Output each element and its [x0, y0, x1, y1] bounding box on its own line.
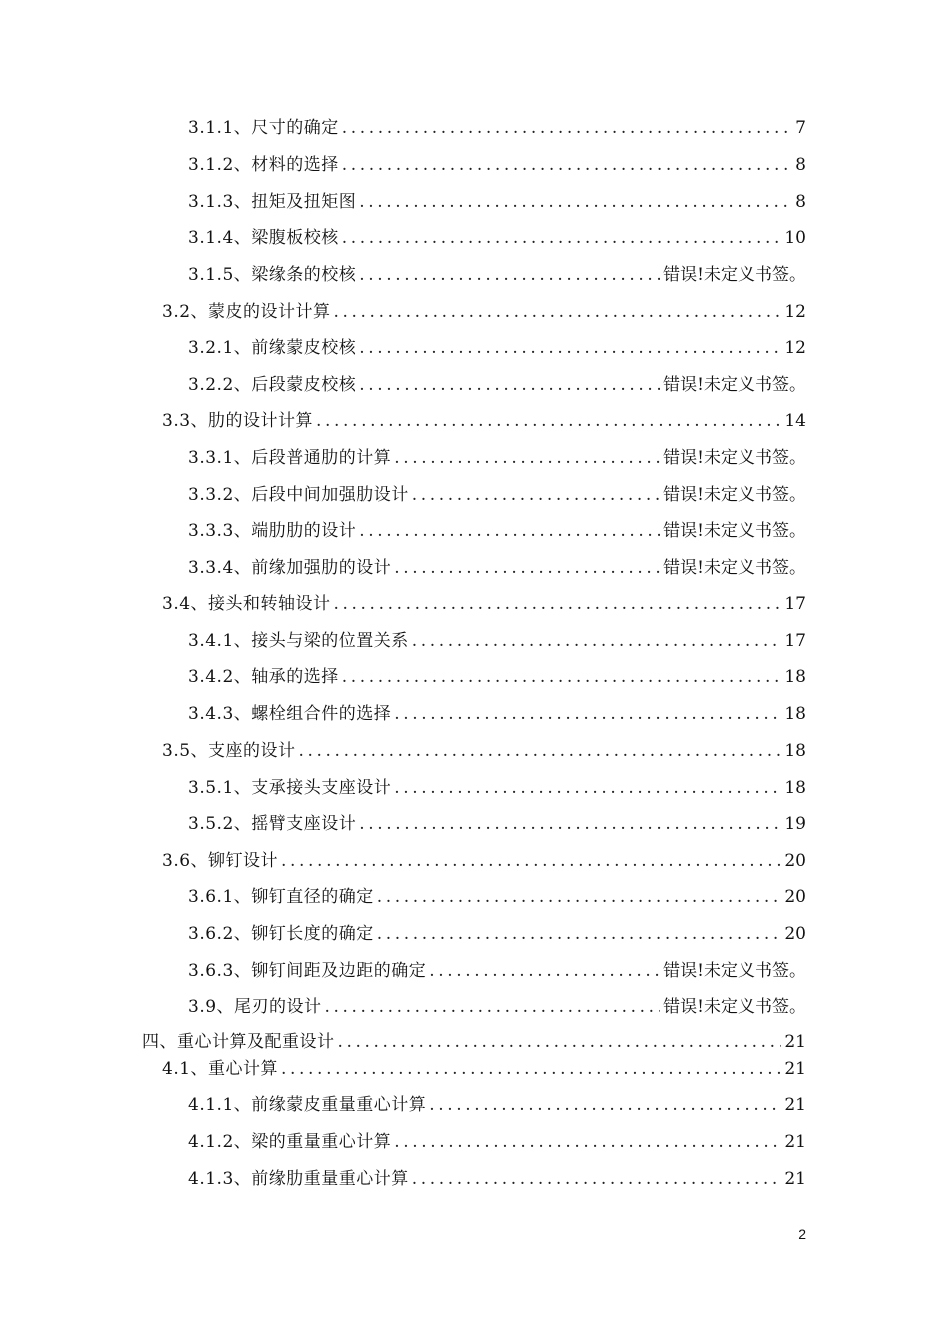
toc-entry-page: 17 — [784, 631, 806, 651]
toc-entry-title: 3.2.2、后段蒙皮校核 — [188, 375, 357, 395]
toc-dot-leader — [342, 663, 782, 691]
toc-dot-leader — [359, 334, 781, 362]
toc-dot-leader — [316, 407, 781, 435]
toc-dot-leader — [359, 810, 781, 838]
toc-entry-page: 12 — [784, 302, 806, 322]
toc-dot-leader — [429, 1091, 781, 1119]
toc-entry[interactable] — [162, 298, 806, 326]
toc-entry[interactable] — [188, 700, 806, 728]
toc-dot-leader — [377, 883, 782, 911]
toc-dot-leader — [412, 481, 660, 509]
toc-dot-leader — [394, 444, 660, 472]
toc-entry-page: 7 — [795, 118, 806, 138]
toc-dot-leader — [334, 590, 782, 618]
toc-entry-title: 3.6.1、铆钉直径的确定 — [188, 887, 374, 907]
toc-entry-page: 18 — [784, 741, 806, 761]
toc-entry-page: 18 — [784, 778, 806, 798]
toc-entry-page: 21 — [784, 1169, 806, 1189]
toc-entry-title: 3.6.2、铆钉长度的确定 — [188, 924, 374, 944]
toc-entry[interactable] — [188, 261, 806, 289]
toc-entry-page: 10 — [784, 228, 806, 248]
toc-entry-page: 错误!未定义书签。 — [663, 997, 806, 1017]
toc-dot-leader — [412, 1165, 782, 1193]
toc-entry[interactable] — [188, 334, 806, 362]
toc-entry-title: 3.5.2、摇臂支座设计 — [188, 814, 357, 834]
toc-entry-title: 3.1.4、梁腹板校核 — [188, 228, 339, 248]
toc-entry-title: 3.1.5、梁缘条的校核 — [188, 265, 357, 285]
toc-dot-leader — [342, 114, 792, 142]
toc-entry[interactable] — [188, 774, 806, 802]
toc-entry-title: 3.2、蒙皮的设计计算 — [162, 302, 331, 322]
toc-dot-leader — [338, 1028, 782, 1056]
toc-entry[interactable] — [188, 627, 806, 655]
toc-entry[interactable] — [188, 920, 806, 948]
toc-entry-title: 4.1、重心计算 — [162, 1059, 279, 1079]
toc-entry-page: 20 — [784, 924, 806, 944]
toc-entry[interactable] — [188, 1165, 806, 1193]
toc-dot-leader — [281, 1055, 781, 1083]
toc-dot-leader — [281, 847, 781, 875]
toc-dot-leader — [394, 700, 781, 728]
toc-entry-title: 3.1.2、材料的选择 — [188, 155, 339, 175]
toc-entry-page: 18 — [784, 704, 806, 724]
toc-entry-page: 19 — [784, 814, 806, 834]
toc-entry[interactable] — [188, 663, 806, 691]
toc-entry[interactable] — [142, 1028, 806, 1056]
toc-entry[interactable] — [188, 224, 806, 252]
toc-entry-page: 错误!未定义书签。 — [663, 265, 806, 285]
toc-entry-page: 错误!未定义书签。 — [663, 558, 806, 578]
toc-entry[interactable] — [188, 957, 806, 985]
toc-entry[interactable] — [188, 554, 806, 582]
toc-dot-leader — [359, 371, 660, 399]
toc-entry-title: 4.1.2、梁的重量重心计算 — [188, 1132, 392, 1152]
toc-entry-title: 3.9、尾刃的设计 — [188, 997, 322, 1017]
toc-entry-page: 8 — [795, 155, 806, 175]
page-number: 2 — [798, 1226, 806, 1242]
toc-entry[interactable] — [188, 1091, 806, 1119]
toc-entry-title: 3.4.3、螺栓组合件的选择 — [188, 704, 392, 724]
toc-dot-leader — [359, 517, 660, 545]
toc-entry-title: 4.1.1、前缘蒙皮重量重心计算 — [188, 1095, 427, 1115]
toc-entry-page: 20 — [784, 887, 806, 907]
toc-entry-page: 错误!未定义书签。 — [663, 521, 806, 541]
toc-dot-leader — [377, 920, 782, 948]
toc-dot-leader — [342, 151, 792, 179]
toc-dot-leader — [299, 737, 782, 765]
toc-entry-title: 3.1.3、扭矩及扭矩图 — [188, 192, 357, 212]
toc-entry[interactable] — [188, 444, 806, 472]
toc-entry-title: 4.1.3、前缘肋重量重心计算 — [188, 1169, 409, 1189]
toc-entry-title: 3.6.3、铆钉间距及边距的确定 — [188, 961, 427, 981]
toc-entry-title: 3.3.1、后段普通肋的计算 — [188, 448, 392, 468]
toc-entry-page: 18 — [784, 667, 806, 687]
toc-entry[interactable] — [188, 188, 806, 216]
toc-entry[interactable] — [162, 590, 806, 618]
toc-dot-leader — [359, 188, 792, 216]
toc-entry-title: 3.6、铆钉设计 — [162, 851, 279, 871]
toc-entry-title: 3.3.2、后段中间加强肋设计 — [188, 485, 409, 505]
toc-entry-title: 3.3.4、前缘加强肋的设计 — [188, 558, 392, 578]
toc-entry-title: 四、重心计算及配重设计 — [142, 1032, 335, 1052]
toc-dot-leader — [394, 1128, 781, 1156]
toc-entry[interactable] — [188, 371, 806, 399]
toc-entry[interactable] — [188, 151, 806, 179]
toc-entry-page: 21 — [784, 1095, 806, 1115]
toc-entry-page: 错误!未定义书签。 — [663, 375, 806, 395]
toc-dot-leader — [342, 224, 782, 252]
toc-entry[interactable] — [188, 481, 806, 509]
toc-entry[interactable] — [162, 407, 806, 435]
toc-entry[interactable] — [162, 737, 806, 765]
toc-entry[interactable] — [188, 810, 806, 838]
toc-entry-page: 14 — [784, 411, 806, 431]
toc-dot-leader — [325, 993, 661, 1021]
toc-entry[interactable] — [188, 1128, 806, 1156]
toc-entry-page: 21 — [784, 1132, 806, 1152]
toc-entry-page: 17 — [784, 594, 806, 614]
toc-entry[interactable] — [188, 993, 806, 1021]
toc-entry-title: 3.2.1、前缘蒙皮校核 — [188, 338, 357, 358]
toc-entry[interactable] — [188, 883, 806, 911]
toc-dot-leader — [359, 261, 660, 289]
toc-entry[interactable] — [162, 847, 806, 875]
toc-entry-page: 8 — [795, 192, 806, 212]
toc-entry-title: 3.3.3、端肋肋的设计 — [188, 521, 357, 541]
toc-entry-title: 3.1.1、尺寸的确定 — [188, 118, 339, 138]
toc-entry-page: 错误!未定义书签。 — [663, 448, 806, 468]
toc-entry-title: 3.4、接头和转轴设计 — [162, 594, 331, 614]
toc-entry-title: 3.4.1、接头与梁的位置关系 — [188, 631, 409, 651]
toc-entry-title: 3.4.2、轴承的选择 — [188, 667, 339, 687]
toc-entry-page: 错误!未定义书签。 — [663, 961, 806, 981]
toc-dot-leader — [412, 627, 782, 655]
toc-entry-page: 20 — [784, 851, 806, 871]
toc-dot-leader — [394, 554, 660, 582]
toc-entry-page: 错误!未定义书签。 — [663, 485, 806, 505]
toc-entry[interactable] — [162, 1055, 806, 1083]
toc-entry-title: 3.3、肋的设计计算 — [162, 411, 314, 431]
toc-entry-page: 21 — [784, 1032, 806, 1052]
toc-entry-title: 3.5、支座的设计 — [162, 741, 296, 761]
toc-entry-page: 21 — [784, 1059, 806, 1079]
toc-entry[interactable] — [188, 517, 806, 545]
toc-entry-page: 12 — [784, 338, 806, 358]
toc-dot-leader — [394, 774, 781, 802]
toc-dot-leader — [334, 298, 782, 326]
toc-dot-leader — [429, 957, 660, 985]
toc-entry[interactable] — [188, 114, 806, 142]
toc-entry-title: 3.5.1、支承接头支座设计 — [188, 778, 392, 798]
